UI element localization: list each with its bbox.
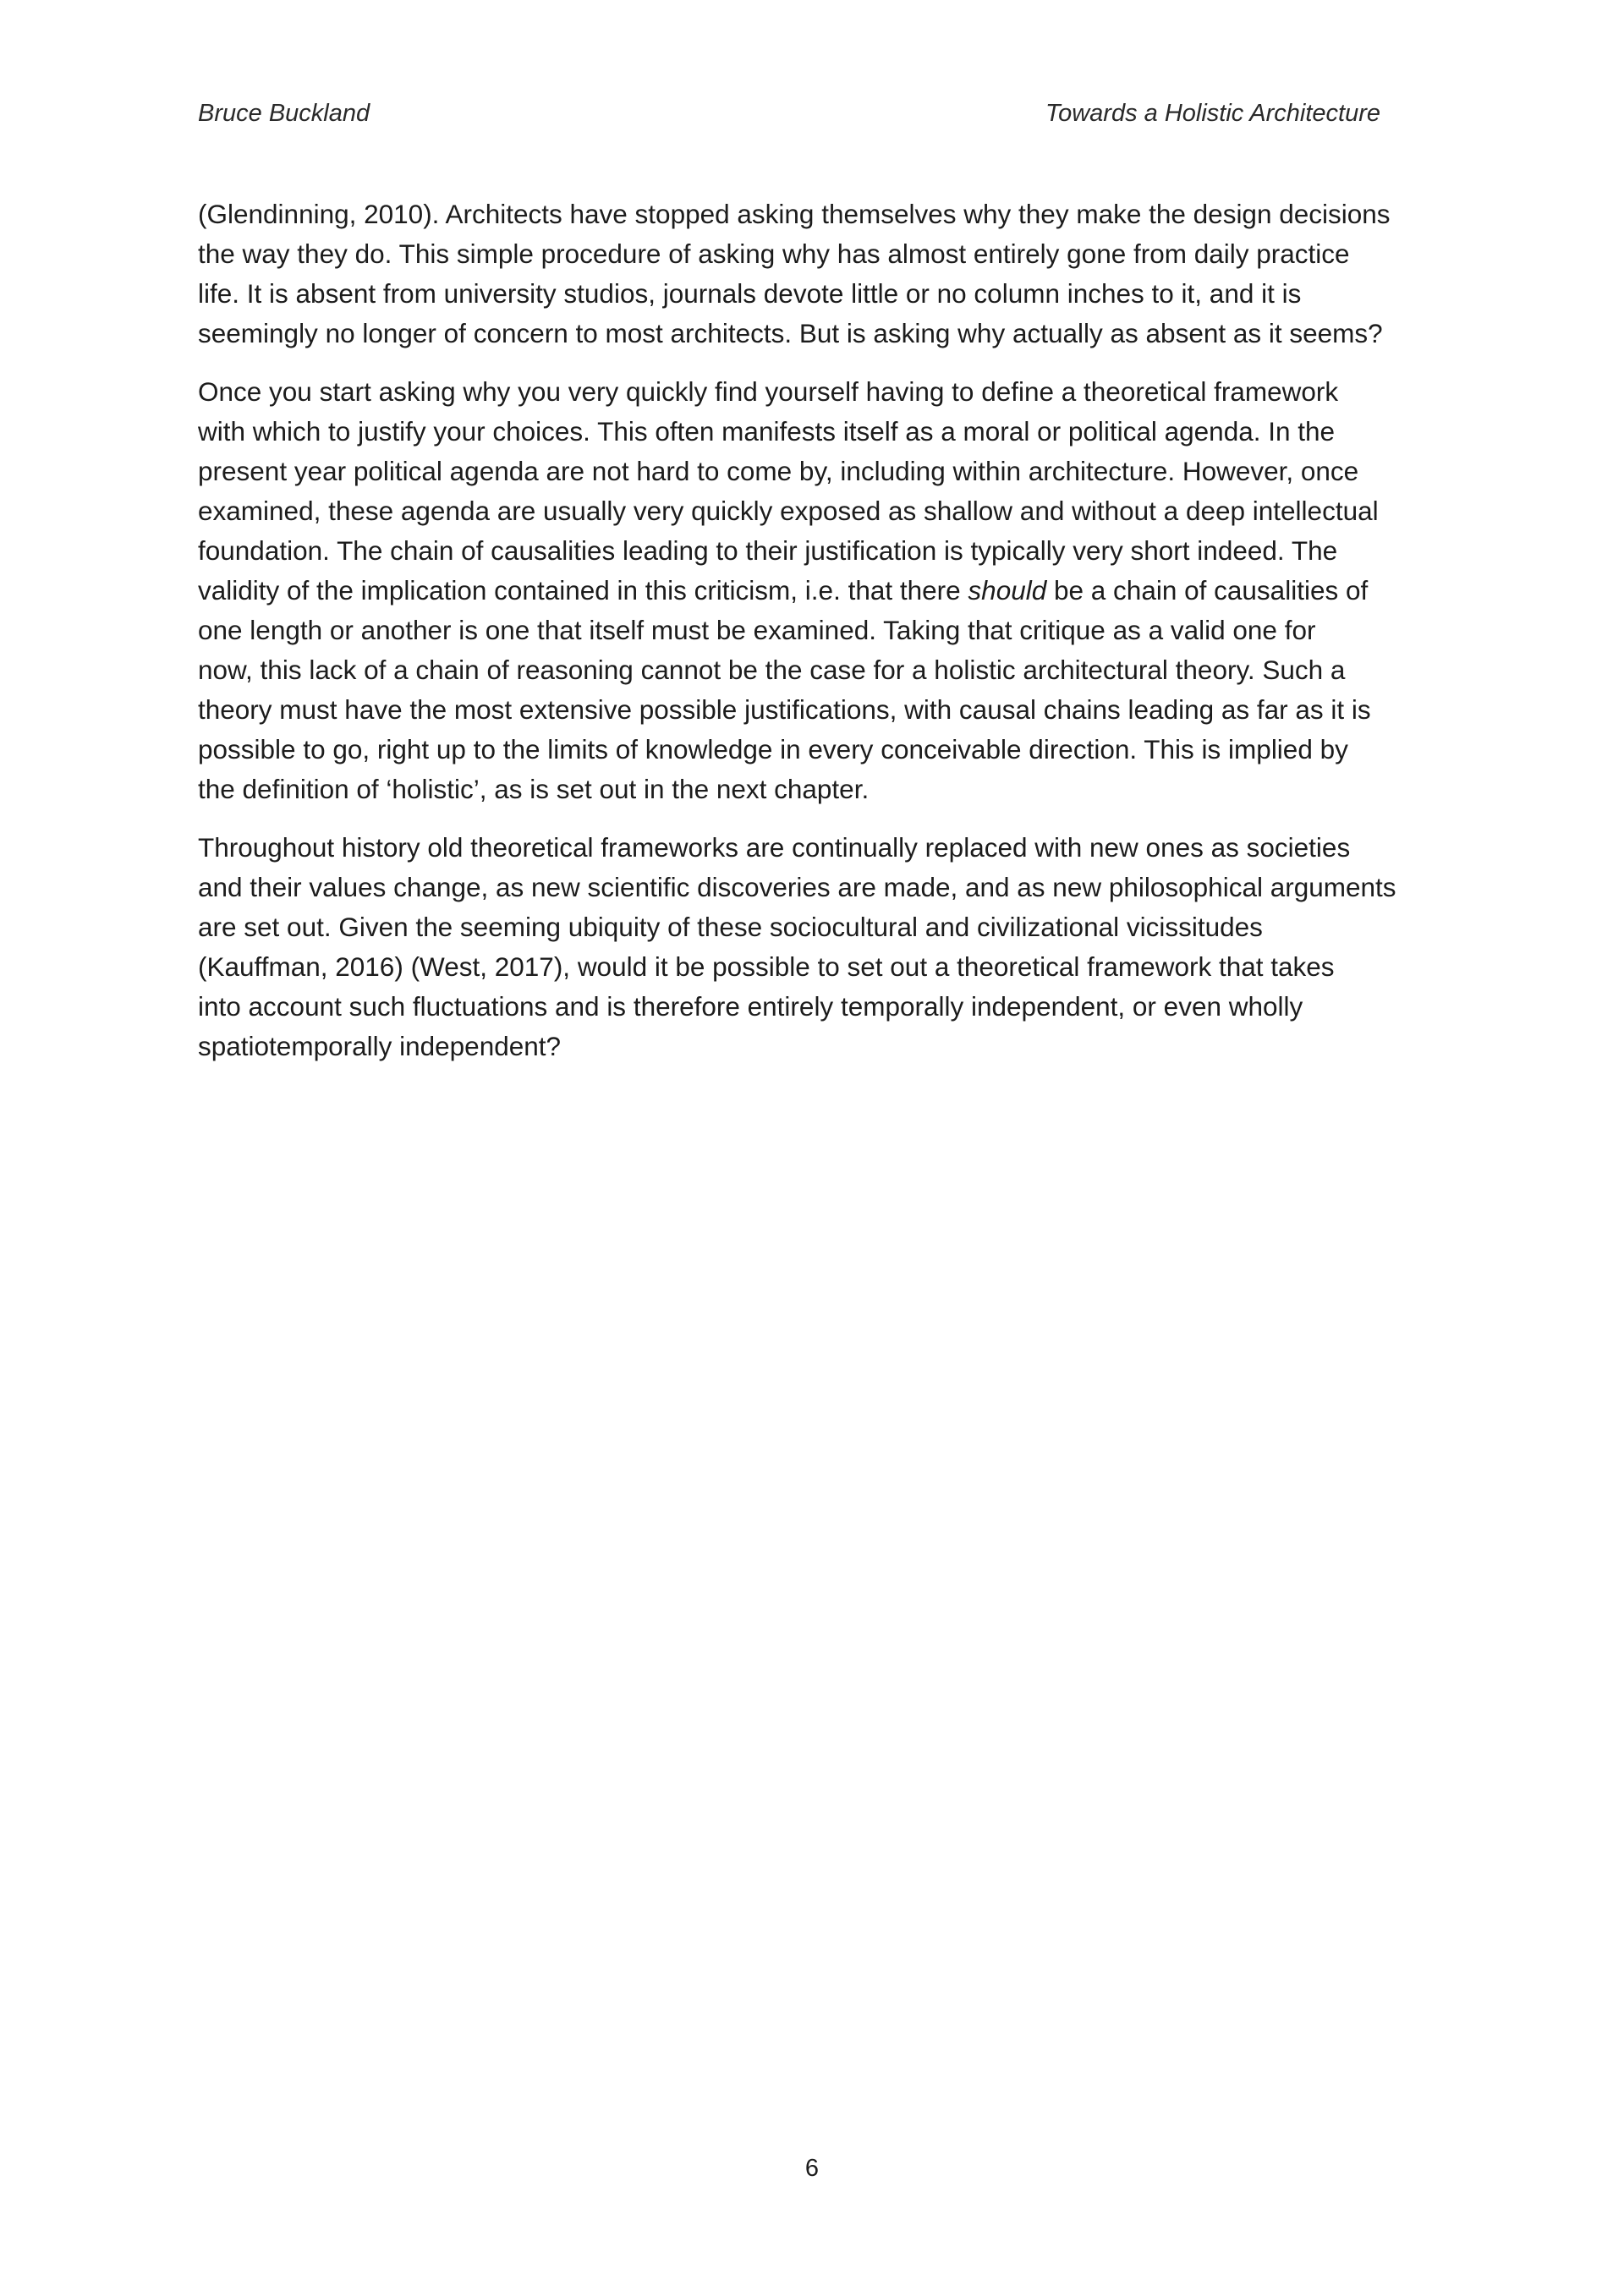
text-line: one length or another is one that itself must be examined. Taking that critique as a valid one for (198, 615, 1316, 645)
text-line: Throughout history old theoretical frameworks are continually replaced with new ones as societies (198, 832, 1351, 863)
text-line: examined, these agenda are usually very quickly exposed as shallow and without a deep intellectual (198, 496, 1379, 526)
header-book-title: Towards a Holistic Architecture (1045, 100, 1380, 127)
text-line: (Glendinning, 2010). Architects have stopped asking themselves why they make the design decisions (198, 199, 1391, 229)
text-line: life. It is absent from university studios, journals devote little or no column inches to it, and it is (198, 278, 1302, 309)
text-line: seemingly no longer of concern to most architects. But is asking why actually as absent as it seems? (198, 318, 1383, 348)
text-line: present year political agenda are not hard to come by, including within architecture. However, once (198, 456, 1359, 486)
text-line: spatiotemporally independent? (198, 1031, 562, 1061)
running-header (198, 96, 1380, 130)
paragraph-2 (198, 372, 1441, 809)
text-line: into account such fluctuations and is therefore entirely temporally independent, or even wholly (198, 991, 1303, 1022)
header-author: Bruce Buckland (198, 100, 370, 127)
text-segment: be a chain of causalities of (1046, 575, 1369, 606)
paragraph-1 (198, 195, 1441, 353)
text-line-with-emphasis (198, 571, 1441, 611)
text-line: and their values change, as new scientific discoveries are made, and as new philosophical arguments (198, 872, 1396, 902)
text-segment: validity of the implication contained in this criticism, i.e. that there (198, 575, 968, 606)
text-line: foundation. The chain of causalities leading to their justification is typically very short indeed. The (198, 535, 1338, 566)
text-line: theory must have the most extensive possible justifications, with causal chains leading as far as it is (198, 694, 1371, 725)
text-line: now, this lack of a chain of reasoning cannot be the case for a holistic architectural theory. Such a (198, 655, 1346, 685)
page-number: 6 (804, 2155, 820, 2182)
text-line: the definition of ‘holistic’, as is set out in the next chapter. (198, 774, 870, 804)
paragraph-3 (198, 828, 1441, 1066)
text-line: with which to justify your choices. This often manifests itself as a moral or political agenda. In the (198, 416, 1336, 447)
text-line: are set out. Given the seeming ubiquity of these sociocultural and civilizational vicissitudes (198, 912, 1263, 942)
text-line: possible to go, right up to the limits of knowledge in every conceivable direction. This is implied by (198, 734, 1348, 764)
text-line: (Kauffman, 2016) (West, 2017), would it be possible to set out a theoretical framework that takes (198, 951, 1335, 982)
emphasized-word: should (968, 575, 1047, 606)
text-line: Once you start asking why you very quickly find yourself having to define a theoretical framework (198, 376, 1339, 407)
text-line: the way they do. This simple procedure of asking why has almost entirely gone from daily practice (198, 238, 1350, 269)
body-text (198, 195, 1441, 1085)
